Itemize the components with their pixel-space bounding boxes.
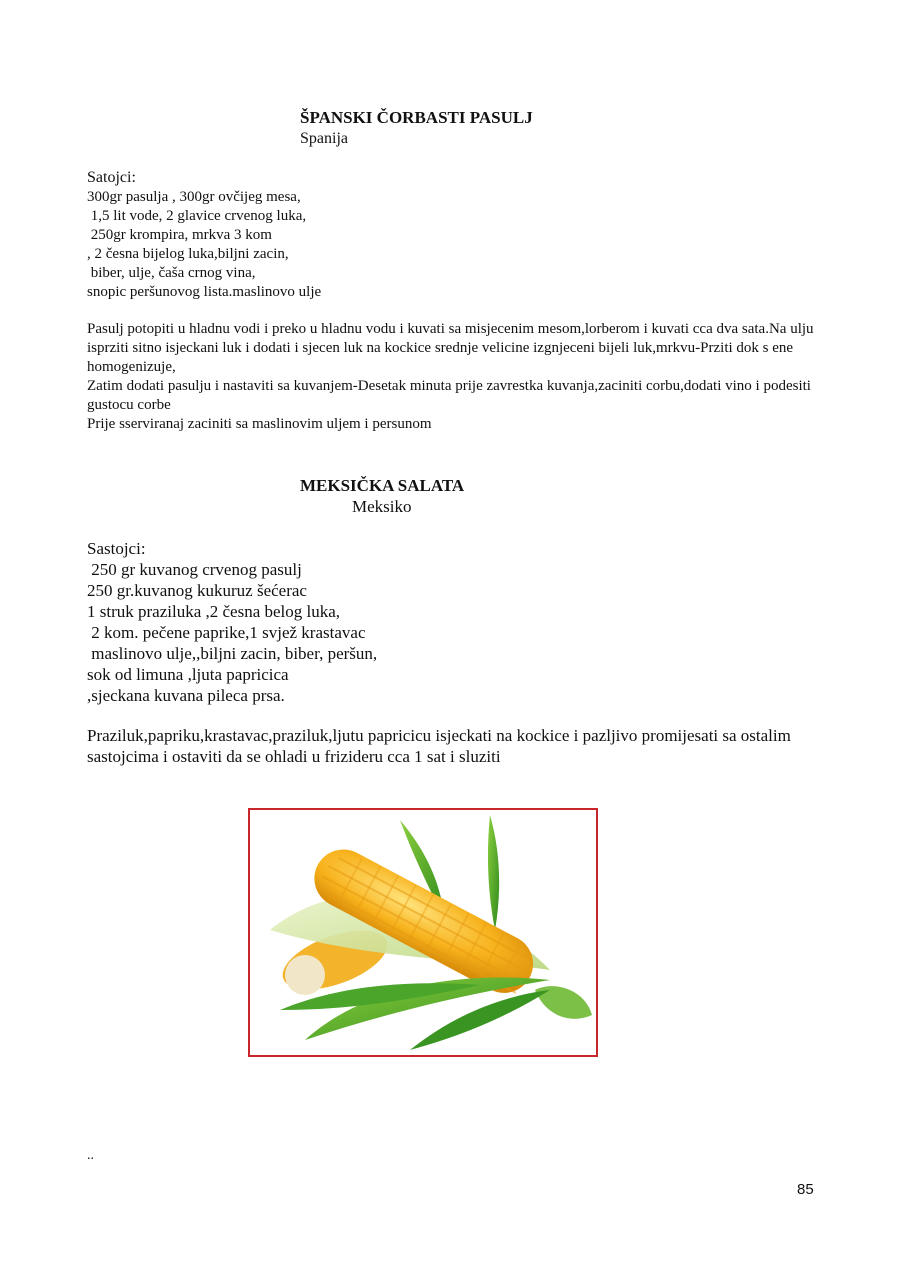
footer-mark: .. (87, 1148, 94, 1163)
ingredient-line: snopic peršunovog lista.maslinovo ulje (87, 284, 322, 300)
ingredients-heading: Satojci: (87, 169, 136, 186)
recipe-origin: Meksiko (352, 497, 412, 516)
recipe-instructions: Praziluk,papriku,krastavac,praziluk,ljutu papricicu isjeckati na kockice i pazljivo promijesati sa ostalim sastojcima i ostaviti da se ohladi u frizideru cca 1 sat i sluziti (87, 726, 791, 766)
instruction-paragraph: Pasulj potopiti u hladnu vodi i preko u hladnu vodu i kuvati sa misjecenim mesom,lorberom i kuvati cca dva sata.Na ulju isprziti sitno isjeckani luk i dodati i sjecen luk na kockice srednje velicine izgnjeceni bijeli luk,mrkvu-Prziti dok s ene homogenizuje, (87, 321, 814, 375)
page-number: 85 (797, 1181, 814, 1198)
recipe-title: MEKSIČKA SALATA (300, 476, 465, 495)
ingredient-line: maslinovo ulje,,biljni zacin, biber, peršun, (87, 644, 378, 663)
ingredients-heading: Sastojci: (87, 539, 146, 558)
ingredient-line: 250 gr kuvanog crvenog pasulj (87, 560, 302, 579)
ingredient-line: biber, ulje, čaša crnog vina, (87, 265, 256, 281)
corn-photo (248, 808, 598, 1057)
ingredient-line: 1,5 lit vode, 2 glavice crvenog luka, (87, 208, 307, 224)
recipe-origin: Spanija (300, 130, 348, 147)
ingredient-line: 250 gr.kuvanog kukuruz šećerac (87, 581, 307, 600)
recipe-instructions (87, 320, 817, 434)
ingredient-line: 2 kom. pečene paprike,1 svjež krastavac (87, 623, 366, 642)
ingredient-line: ,sjeckana kuvana pileca prsa. (87, 686, 285, 705)
ingredient-line: , 2 česna bijelog luka,biljni zacin, (87, 246, 289, 262)
instruction-paragraph: Zatim dodati pasulju i nastaviti sa kuvanjem-Desetak minuta prije zavrestka kuvanja,zaciniti corbu,dodati vino i podesiti gustocu corbe (87, 378, 811, 413)
recipe-title: ŠPANSKI ČORBASTI PASULJ (300, 108, 533, 127)
ingredient-line: 1 struk praziluka ,2 česna belog luka, (87, 602, 341, 621)
ingredient-line: 250gr krompira, mrkva 3 kom (87, 227, 272, 243)
corn-cob-icon (250, 810, 596, 1055)
ingredients-list (87, 538, 377, 706)
instruction-paragraph: Prije sserviranaj zaciniti sa maslinovim uljem i persunom (87, 416, 432, 432)
ingredient-line: 300gr pasulja , 300gr ovčijeg mesa, (87, 189, 301, 205)
ingredients-list (87, 168, 321, 302)
ingredient-line: sok od limuna ,ljuta papricica (87, 665, 289, 684)
